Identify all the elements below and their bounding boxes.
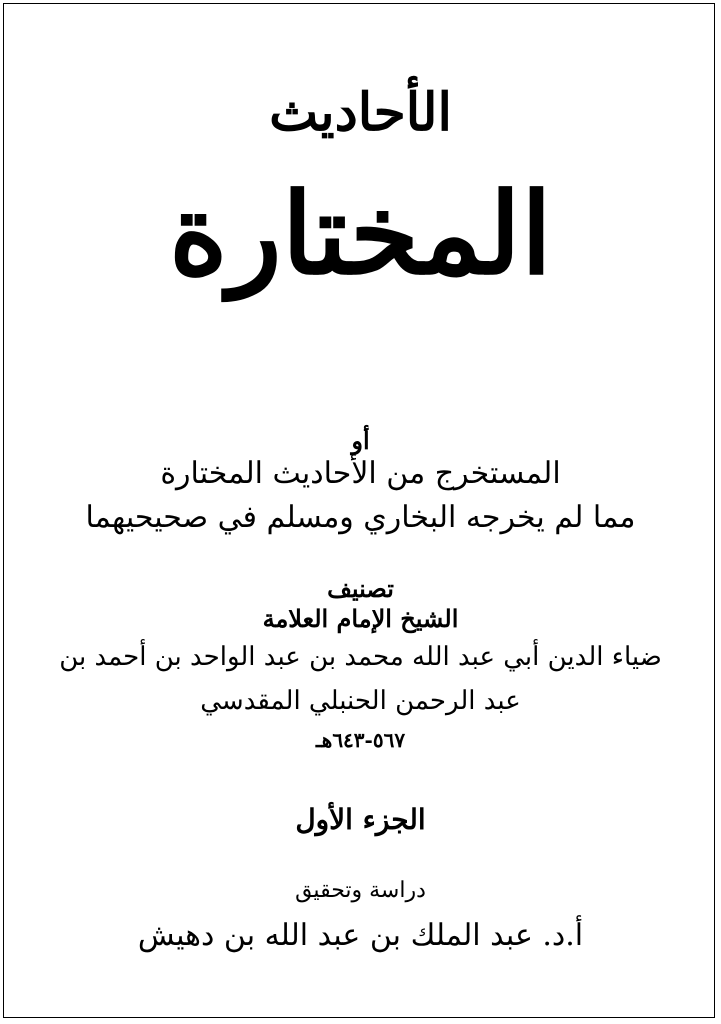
editor-name: أ.د. عبد الملك بن عبد الله بن دهيش [137,918,584,953]
authorship-label: تصنيف [327,574,394,603]
title-line-2: المختارة [169,169,552,300]
subtitle-line-1: المستخرج من الأحاديث المختارة [160,456,561,491]
author-name-line-1: ضياء الدين أبي عبد الله محمد بن عبد الواحد بن أحمد بن [59,642,662,672]
study-label: دراسة وتحقيق [295,878,426,903]
title-line-1: الأحاديث [269,82,452,143]
or-word: أو [351,426,370,455]
author-name-line-2: عبد الرحمن الحنبلي المقدسي [200,686,521,716]
author-title: الشيخ الإمام العلامة [262,604,459,633]
volume-label: الجزء الأول [295,803,426,836]
subtitle-line-2: مما لم يخرجه البخاري ومسلم في صحيحيهما [85,500,636,535]
author-dates: ٥٦٧-٦٤٣هـ [315,728,406,752]
